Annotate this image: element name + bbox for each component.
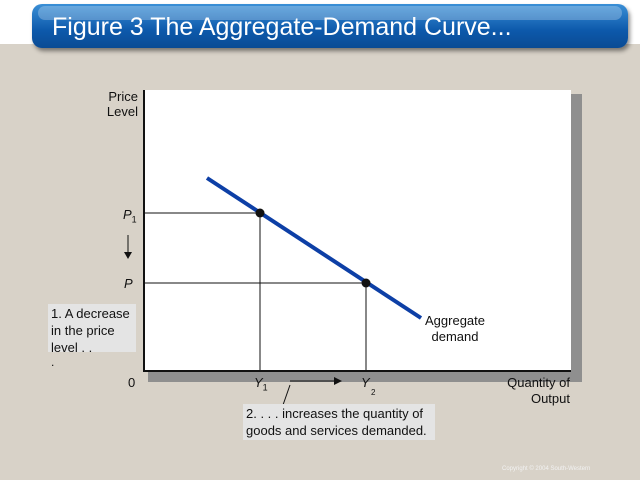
x-axis-label-line-1: Quantity of [507,375,570,390]
aggregate-demand-curve [207,178,421,318]
note-1-line-3: level . . [51,340,93,355]
y-axis-label [96,89,138,119]
point-a [256,209,265,218]
note-1-trailing-dot: . [51,355,55,369]
note-2-line-2: goods and services demanded. [246,423,427,438]
y-axis-label-line-1: Price [108,89,138,104]
note-1-line-1: 1. A decrease [51,306,130,321]
note-2-line-1: 2. . . . increases the quantity of [246,406,424,421]
y-axis-label-line-2: Level [106,104,138,119]
x-axis-label [480,375,570,407]
price-p2-label: P [124,276,133,291]
price-decrease-arrowhead [124,252,132,259]
aggregate-demand-label-line-2: demand [431,329,479,344]
note-2-pointer [283,385,290,405]
output-increase-arrowhead [334,377,342,385]
slide-title: Figure 3 The Aggregate-Demand Curve... [52,13,512,41]
output-y1-label: $Y_1$ [254,375,268,393]
copyright-text: Copyright © 2004 South-Western [502,466,591,472]
origin-label: 0 [128,375,136,390]
note-price-decrease [48,304,136,355]
price-p1-label: $P_1$ [123,207,137,225]
note-quantity-increase [243,404,435,440]
output-y2-label: Y 2 [361,375,376,397]
aggregate-demand-label [420,313,490,345]
aggregate-demand-label-line-1: Aggregate [425,313,485,328]
x-axis-label-line-2: Output [530,391,570,406]
note-1-line-2: in the price [51,323,115,338]
point-b [362,279,371,288]
